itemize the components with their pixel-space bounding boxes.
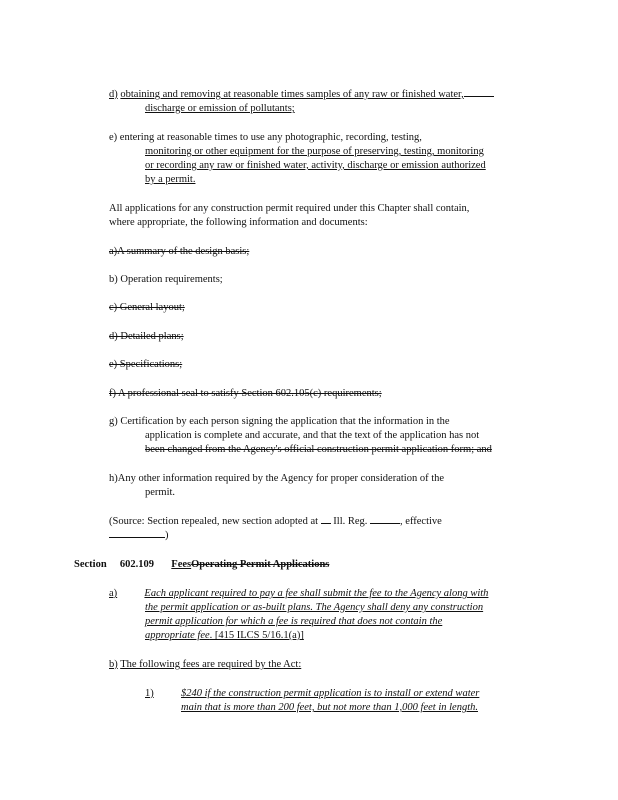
source-note-close: ) xyxy=(165,530,169,541)
blank-line xyxy=(109,537,165,538)
item-text-line1: obtaining and removing at reasonable times samples of any raw or finished water, xyxy=(120,89,464,100)
applications-intro-line2 xyxy=(109,216,368,230)
blank-line xyxy=(321,523,331,524)
fees-item-text: main that is more than 200 feet, but not more than 1,000 feet in length. xyxy=(181,702,478,713)
underline-rule xyxy=(464,95,494,97)
section-label: Section xyxy=(74,559,107,570)
fees-item-citation: . [415 ILCS 5/16.1(a)] xyxy=(209,630,304,641)
fees-item-a-line4 xyxy=(145,629,304,643)
blank-line xyxy=(370,523,400,524)
list-item-g xyxy=(109,415,450,429)
fees-item-text: permit application for which a fee is required that does not contain the xyxy=(145,616,443,627)
fees-item-b xyxy=(109,658,301,672)
item-text-line3: or recording any raw or finished water, activity, discharge or emission authorized xyxy=(145,160,486,171)
fees-item-a-line2 xyxy=(145,601,483,615)
list-item-h-line2 xyxy=(145,486,175,500)
list-item-d xyxy=(109,330,184,344)
list-item-h xyxy=(109,472,444,486)
paragraph-text: All applications for any construction permit required under this Chapter shall contain, xyxy=(109,203,470,214)
list-item-g-line2 xyxy=(145,429,479,443)
list-item-c xyxy=(109,301,185,315)
fees-item-b1-line2 xyxy=(181,701,478,715)
fees-item-text: Each applicant required to pay a fee shall submit the fee to the Agency along with xyxy=(144,588,489,599)
item-text-line4: by a permit. xyxy=(145,174,196,185)
item-text-line1: entering at reasonable times to use any photographic, recording, testing, xyxy=(119,132,422,143)
fees-item-text: the permit application or as-built plans. The Agency shall deny any construction xyxy=(145,602,484,613)
list-item-text: f) A professional seal to satisfy Section 602.105(c) requirements; xyxy=(109,388,382,399)
list-item-text: been changed from the Agency's official construction permit application form; and xyxy=(145,444,492,455)
list-item-text: a)A summary of the design basis; xyxy=(109,246,250,257)
source-note-suffix: , effective xyxy=(400,516,442,527)
fees-item-text: $240 if the construction permit application is to install or extend water xyxy=(181,688,480,699)
fees-item-a xyxy=(109,587,488,601)
fees-item-label: b) xyxy=(109,659,118,670)
list-item-f xyxy=(109,387,382,401)
section-number: 602.109 xyxy=(119,559,155,570)
list-item-text: permit. xyxy=(145,487,176,498)
list-item-text: Certification by each person signing the application that the information in the xyxy=(120,416,450,427)
list-item-text: b) Operation requirements; xyxy=(109,274,223,285)
section-heading xyxy=(74,558,329,572)
list-item-text: application is complete and accurate, and that the text of the application has not xyxy=(145,430,480,441)
list-item-e xyxy=(109,358,182,372)
list-item-text: h)Any other information required by the Agency for proper consideration of the xyxy=(109,473,445,484)
item-e-entering xyxy=(109,131,422,145)
item-text-line2: monitoring or other equipment for the purpose of preserving, testing, monitoring xyxy=(145,146,484,157)
source-note-line2 xyxy=(109,529,169,543)
source-note-reg: Ill. Reg. xyxy=(333,516,368,527)
fees-item-label: 1) xyxy=(145,688,154,699)
fees-item-text-italic: appropriate fee xyxy=(145,630,210,641)
list-item-label: g) xyxy=(109,416,118,427)
paragraph-text: where appropriate, the following information and documents: xyxy=(109,217,368,228)
section-title-new: Fees xyxy=(171,559,192,570)
item-d-obtaining-cont xyxy=(145,102,295,116)
item-text-line2: discharge or emission of pollutants; xyxy=(145,103,295,114)
fees-item-label: a) xyxy=(109,588,118,599)
list-item-text: c) General layout; xyxy=(109,302,185,313)
item-e-entering-line2 xyxy=(145,145,484,159)
fees-item-text: The following fees are required by the Act: xyxy=(120,659,302,670)
list-item-a xyxy=(109,245,249,259)
item-e-entering-line3 xyxy=(145,159,486,173)
source-note-prefix: (Source: Section repealed, new section adopted at xyxy=(109,516,319,527)
list-item-b xyxy=(109,273,223,287)
fees-item-a-line3 xyxy=(145,615,442,629)
item-label: e) xyxy=(109,132,118,143)
item-label: d) xyxy=(109,89,118,100)
list-item-g-line3 xyxy=(145,443,492,457)
list-item-text: e) Specifications; xyxy=(109,359,183,370)
applications-intro-line1 xyxy=(109,202,469,216)
source-note xyxy=(109,515,442,529)
item-e-entering-line4 xyxy=(145,173,195,187)
section-title-old: Operating Permit Applications xyxy=(191,559,330,570)
fees-item-b1 xyxy=(145,687,479,701)
list-item-text: d) Detailed plans; xyxy=(109,331,184,342)
item-d-obtaining xyxy=(109,88,494,102)
